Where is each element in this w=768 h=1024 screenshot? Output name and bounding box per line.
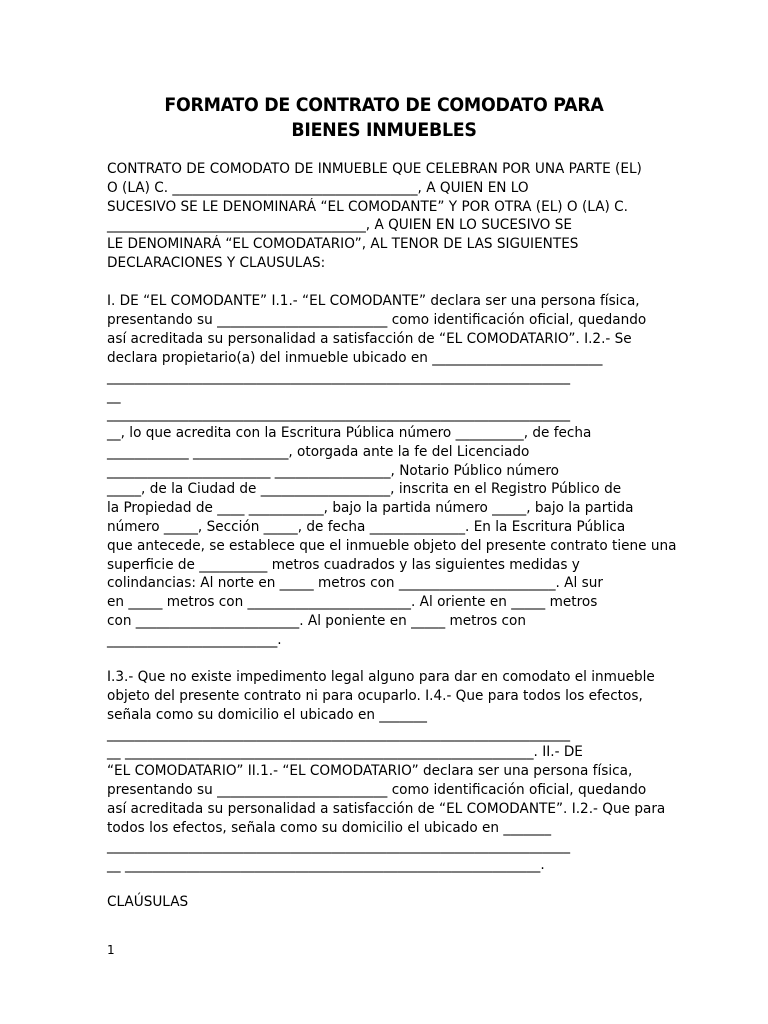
body-line: _____, de la Ciudad de ___________________, inscrita en el Registro Público de — [107, 481, 622, 497]
title-line-2: BIENES INMUEBLES — [291, 120, 477, 141]
body-line: ______________________________________, A QUIEN EN LO SUCESIVO SE — [107, 217, 572, 233]
body-line: __ — [107, 388, 121, 404]
body-line: así acreditada su personalidad a satisfacción de “EL COMODANTE”. I.2.- Que para — [107, 801, 666, 817]
body-line: O (LA) C. ____________________________________, A QUIEN EN LO — [107, 180, 529, 196]
body-line: que antecede, se establece que el inmueble objeto del presente contrato tiene una — [107, 538, 677, 554]
body-line: ____________________________________________________________________ — [107, 369, 571, 385]
body-line: __ ____________________________________________________________. II.- DE — [107, 744, 583, 760]
body-line: DECLARACIONES Y CLAUSULAS: — [107, 255, 326, 271]
body-line: número _____, Sección _____, de fecha ______________. En la Escritura Pública — [107, 519, 626, 535]
body-line: en _____ metros con ________________________. Al oriente en _____ metros — [107, 594, 598, 610]
body-line: objeto del presente contrato ni para ocuparlo. I.4.- Que para todos los efectos, — [107, 688, 643, 704]
body-line: con ________________________. Al poniente en _____ metros con — [107, 613, 526, 629]
body-line: colindancias: Al norte en _____ metros con _______________________. Al sur — [107, 575, 603, 591]
body-line: __, lo que acredita con la Escritura Pública número __________, de fecha — [107, 425, 592, 441]
body-line: señala como su domicilio el ubicado en _______ — [107, 707, 427, 723]
document-title — [108, 93, 661, 143]
body-line: LE DENOMINARÁ “EL COMODATARIO”, AL TENOR DE LAS SIGUIENTES — [107, 236, 579, 252]
body-line: presentando su _________________________ como identificación oficial, quedando — [107, 782, 647, 798]
body-line: todos los efectos, señala como su domicilio el ubicado en _______ — [107, 820, 552, 836]
body-line: ____________________________________________________________________ — [107, 406, 571, 422]
body-line: I. DE “EL COMODANTE” I.1.- “EL COMODANTE” declara ser una persona física, — [107, 293, 640, 309]
body-line: la Propiedad de ____ ___________, bajo la partida número _____, bajo la partida — [107, 500, 634, 516]
body-line: así acreditada su personalidad a satisfacción de “EL COMODATARIO”. I.2.- Se — [107, 331, 632, 347]
body-line: “EL COMODATARIO” II.1.- “EL COMODATARIO” declara ser una persona física, — [107, 763, 633, 779]
body-line: declara propietario(a) del inmueble ubicado en _________________________ — [107, 350, 603, 366]
body-line: __ _____________________________________________________________. — [107, 857, 545, 873]
body-line: I.3.- Que no existe impedimento legal alguno para dar en comodato el inmueble — [107, 669, 655, 685]
section-heading-clausulas: CLAÚSULAS — [107, 894, 189, 910]
body-line: CONTRATO DE COMODATO DE INMUEBLE QUE CELEBRAN POR UNA PARTE (EL) — [107, 161, 642, 177]
page-number: 1 — [107, 943, 115, 957]
body-line: ____________________________________________________________________ — [107, 838, 571, 854]
body-line: superficie de __________ metros cuadrados y las siguientes medidas y — [107, 557, 580, 573]
body-line: ________________________ _________________, Notario Público número — [107, 463, 559, 479]
body-line: SUCESIVO SE LE DENOMINARÁ “EL COMODANTE” Y POR OTRA (EL) O (LA) C. — [107, 199, 628, 215]
title-line-1: FORMATO DE CONTRATO DE COMODATO PARA — [164, 95, 604, 116]
body-line: _________________________. — [107, 632, 282, 648]
body-line: ____________ ______________, otorgada ante la fe del Licenciado — [107, 444, 530, 460]
body-line: presentando su _________________________ como identificación oficial, quedando — [107, 312, 647, 328]
body-line: ____________________________________________________________________ — [107, 726, 571, 742]
